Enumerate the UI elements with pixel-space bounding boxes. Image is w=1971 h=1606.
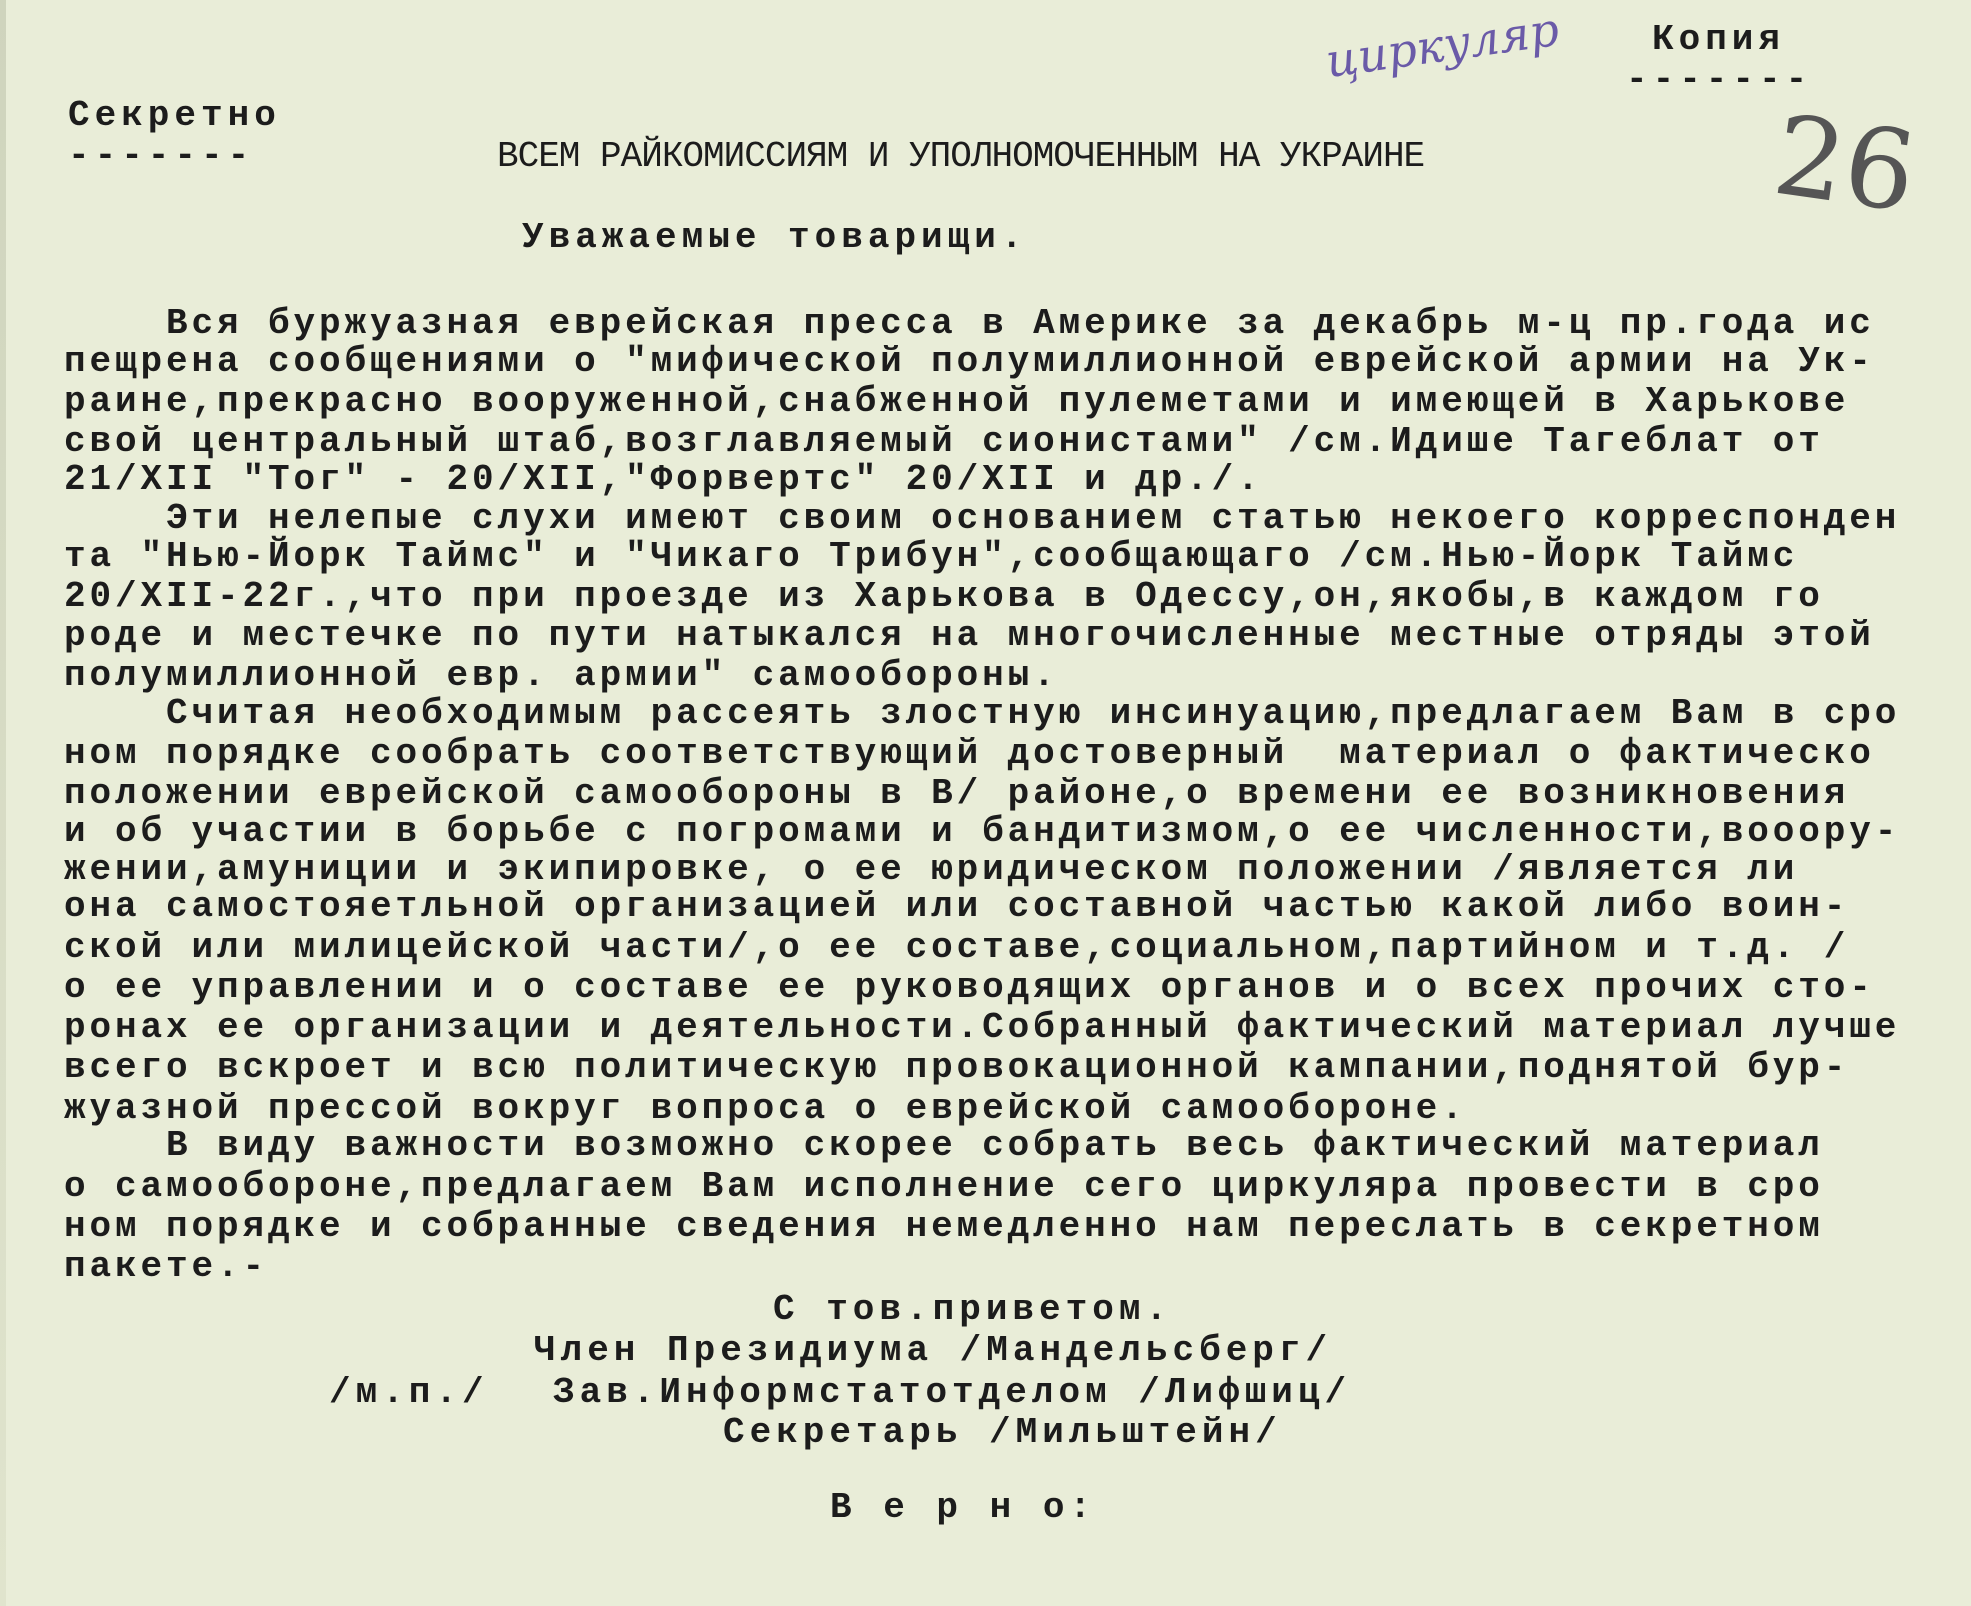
body-line: и об участии в борьбе с погромами и бандитизмом,о ее численности,вооору- [64,811,1901,852]
handwritten-note: циркуляр [1322,1,1563,89]
body-line: роде и местечке по пути натыкался на многочисленные местные отряды этой [64,615,1875,656]
body-line: полумиллионной евр. армии" самообороны. [64,655,1059,696]
body-line: раине,прекрасно вооруженной,снабженной пулеметами и имеющей в Харькове [64,381,1850,422]
body-line: Считая необходимым рассеять злостную инсинуацию,предлагаем Вам в сро [64,693,1901,734]
seal-mark: /м.п./ [329,1372,489,1413]
body-line: ном порядке сообрать соответствующий достоверный материал о фактическо [64,733,1875,774]
signer-secretary: Секретарь /Мильштейн/ [723,1412,1282,1453]
body-line: Эти нелепые слухи имеют своим основанием статью некоего корреспонден [64,498,1901,539]
body-line: жуазной прессой вокруг вопроса о еврейской самообороне. [64,1088,1467,1129]
signer-department: Зав.Информстатотделом /Лифшиц/ [553,1372,1352,1413]
body-line: свой центральный штаб,возглавляемый сионистами" /см.Идише Тагеблат от [64,421,1824,462]
document-title: ВСЕМ РАЙКОМИССИЯМ И УПОЛНОМОЧЕННЫМ НА УКРАИНЕ [497,136,1425,177]
body-line: В виду важности возможно скорее собрать весь фактический материал [64,1125,1824,1166]
body-line: 20/XII-22г.,что при проезде из Харькова в Одессу,он,якобы,в каждом го [64,576,1824,617]
secret-label: Секретно [68,95,281,136]
secret-underline: ------- [68,135,255,176]
body-line: она самостояетльной организацией или составной частью какой либо воин- [64,886,1850,927]
body-line: ном порядке и собранные сведения немедленно нам переслать в секретном [64,1206,1824,1247]
copy-label: Копия [1652,19,1786,60]
closing-greeting: С тов.приветом. [773,1289,1173,1330]
signer-presidium: Член Президиума /Мандельсберг/ [534,1330,1333,1371]
body-line: та "Нью-Йорк Таймс" и "Чикаго Трибун",сообщающаго /см.Нью-Йорк Таймс [64,536,1799,577]
salutation: Уважаемые товарищи. [522,217,1028,258]
body-line: о самообороне,предлагаем Вам исполнение сего циркуляра провести в сро [64,1166,1824,1207]
handwritten-number: 26 [1766,90,1924,238]
body-line: жении,амуниции и экипировке, о ее юридическом положении /является ли [64,849,1799,890]
body-line: Вся буржуазная еврейская пресса в Америке за декабрь м-ц пр.года ис [64,303,1875,344]
body-line: пакете.- [64,1246,269,1287]
body-line: положении еврейской самообороны в В/ районе,о времени ее возникновения [64,773,1850,814]
body-line: всего вскроет и всю политическую провокационной кампании,поднятой бур- [64,1047,1850,1088]
copy-underline: ------- [1626,59,1813,100]
body-line: пещрена сообщениями о "мифической полумиллионной еврейской армии на Ук- [64,341,1875,382]
body-line: ронах ее организации и деятельности.Собранный фактический материал лучше [64,1007,1901,1048]
page-edge [0,0,6,1606]
body-line: о ее управлении и о составе ее руководящих органов и о всех прочих сто- [64,967,1875,1008]
certified-label: В е р н о: [830,1487,1097,1528]
body-line: 21/XII "Тог" - 20/XII,"Форвертс" 20/XII и др./. [64,459,1263,500]
body-line: ской или милицейской части/,о ее составе,социальном,партийном и т.д. / [64,927,1850,968]
